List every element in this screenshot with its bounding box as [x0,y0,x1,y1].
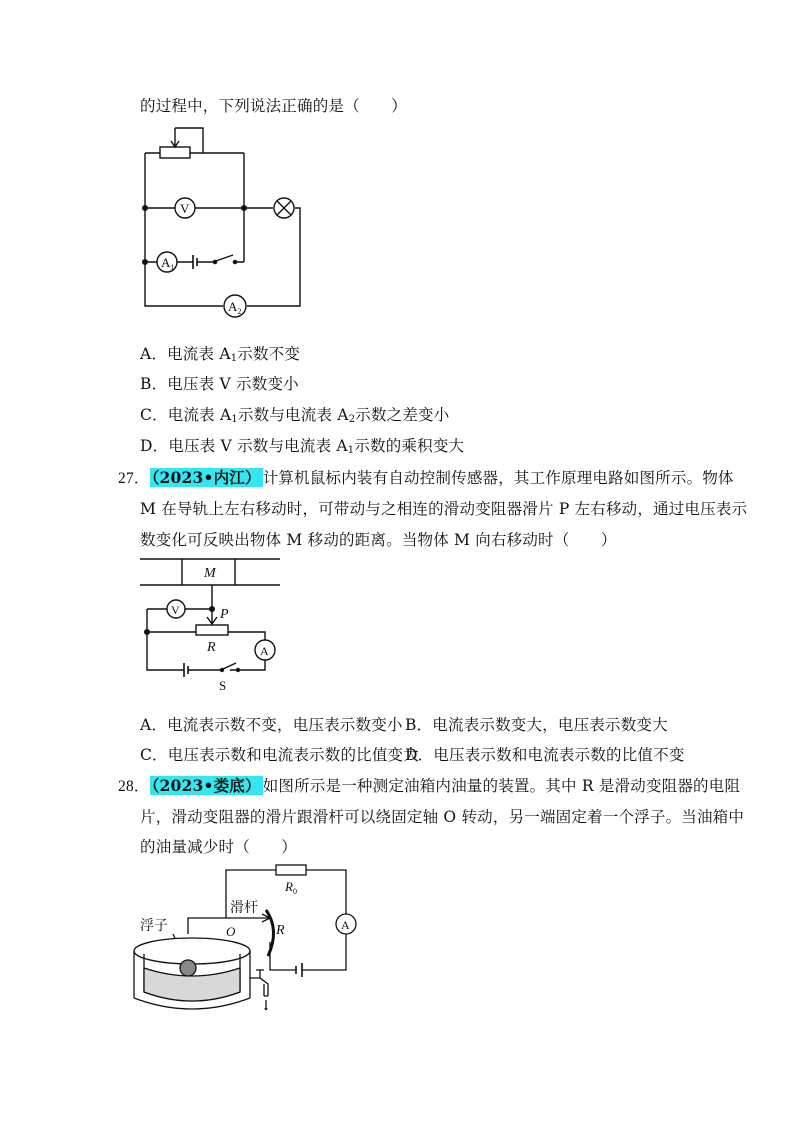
q26-voltmeter-label: V [180,201,190,216]
q27-stem-line-1 [118,467,734,490]
q27-r-label: R [207,640,216,655]
svg-text:R0 [284,879,297,896]
q28-r0-label: R [285,879,293,894]
q27-s-label: S [219,678,227,693]
q28-ammeter-label: A [341,918,350,932]
q27-option-d[interactable]: D．电压表示数和电流表示数的比值不变 [405,746,685,764]
q26-a1-label: A [161,255,171,270]
q27-option-b[interactable]: B．电流表示数变大，电压表示数变大 [405,716,668,734]
q27-ammeter-label: A [260,644,269,658]
q27-m-label: M [204,566,216,581]
q26-a2-label: A [228,299,238,314]
q27-circuit-diagram [140,556,300,696]
q28-stem-line-2: 片，滑动变阻器的滑片跟滑杆可以绕固定轴 O 转动，另一端固定着一个浮子。当油箱中 [140,808,745,826]
q26-option-c-sub1: 1 [231,414,238,425]
q27-source-tag: （2023•内江） [151,468,261,487]
q28-slider-label: 滑杆 [230,901,258,916]
q26-option-a-sub: 1 [230,353,238,364]
q28-r-label: R [276,923,285,938]
q26-a1-sub: 1 [170,263,175,272]
q27-stem-line-2: M 在导轨上左右移动时，可带动与之相连的滑动变阻器滑片 P 左右移动，通过电压表示 [140,500,748,518]
q28-oil-gauge-diagram [128,858,368,1018]
q27-option-c[interactable]: C．电压表示数和电流表示数的比值变大 [140,746,419,764]
q28-stem-line-1 [118,775,740,798]
q28-o-label: O [226,924,236,939]
q26-option-d-pre: D．电压表 V 示数与电流表 A [140,437,348,455]
q26-a2-sub: 2 [237,307,242,316]
q27-number: 27． [118,470,150,487]
q27-p-label: P [220,607,229,622]
q28-float-label: 浮子 [140,919,168,934]
q26-option-d[interactable] [140,435,464,462]
q26-stem-tail: 的过程中，下列说法正确的是（ ） [140,97,407,115]
q26-option-c-post: 示数之差变小 [355,406,450,424]
q26-option-a-pre: A．电流表 A [140,345,231,363]
q26-option-c[interactable] [140,404,449,431]
q28-line1: 如图所示是一种测定油箱内油量的装置。其中 R 是滑动变阻器的电阻 [262,777,741,795]
q26-option-b[interactable]: B．电压表 V 示数变小 [140,375,299,393]
q28-source-tag: （2023•娄底） [151,776,261,795]
q27-line1: 计算机鼠标内装有自动控制传感器，其工作原理电路如图所示。物体 [262,469,734,487]
q26-option-d-sub: 1 [347,445,355,456]
q27-voltmeter-label: V [171,603,180,617]
q26-option-c-mid: 示数与电流表 A [237,406,349,424]
q26-option-c-sub2: 2 [348,414,356,425]
q26-option-a-post: 示数不变 [237,345,301,363]
q28-stem-line-3: 的油量减少时（ ） [140,838,298,856]
q27-stem-line-3: 数变化可反映出物体 M 移动的距离。当物体 M 向右移动时（ ） [140,531,617,549]
q28-r0-sub: 0 [292,887,297,896]
q26-option-d-post: 示数的乘积变大 [354,437,465,455]
q26-circuit-diagram [135,120,335,320]
q26-option-a[interactable] [140,343,300,370]
q27-option-a[interactable]: A．电流表示数不变，电压表示数变小 [140,716,403,734]
q28-number: 28． [118,778,150,795]
q26-option-c-pre: C．电流表 A [140,406,232,424]
